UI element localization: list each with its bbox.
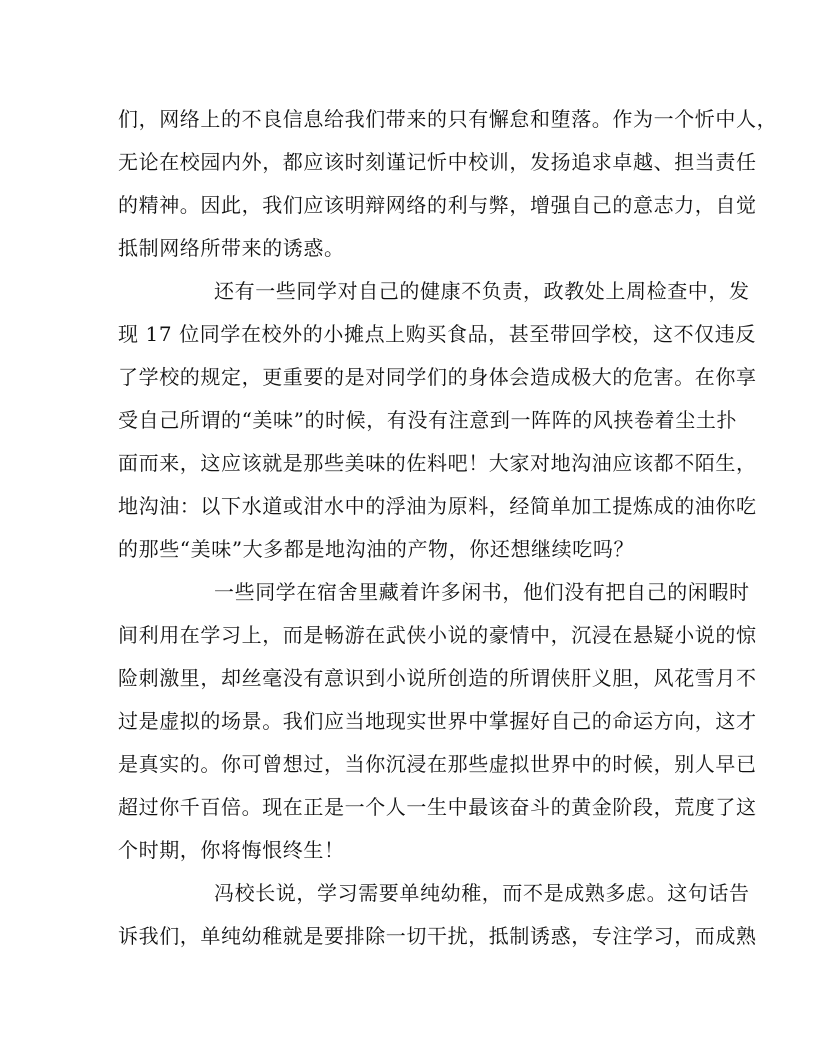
- text-line: 面而来，这应该就是那些美味的佐料吧！大家对地沟油应该都不陌生，: [118, 451, 757, 475]
- text-line: 还有一些同学对自己的健康不负责，政教处上周检查中，发: [214, 279, 750, 303]
- text-line: 了学校的规定，更重要的是对同学们的身体会造成极大的危害。在你享: [118, 365, 757, 389]
- text-line: 超过你千百倍。现在正是一个人一生中最该奋斗的黄金阶段，荒度了这: [118, 795, 757, 819]
- text-line: 们，网络上的不良信息给我们带来的只有懈怠和堕落。作为一个忻中人，: [118, 107, 778, 131]
- text-line: 的精神。因此，我们应该明辩网络的利与弊，增强自己的意志力，自觉: [118, 193, 757, 217]
- text-line: 现 17 位同学在校外的小摊点上购买食品，甚至带回学校，这不仅违反: [118, 322, 756, 346]
- text-line: 间利用在学习上，而是畅游在武侠小说的豪情中，沉浸在悬疑小说的惊: [118, 623, 757, 647]
- text-line: 的那些“美味”大多都是地沟油的产物，你还想继续吃吗？: [118, 537, 635, 561]
- text-line: 诉我们，单纯幼稚就是要排除一切干扰，抵制诱惑，专注学习，而成熟: [118, 924, 757, 948]
- text-line: 抵制网络所带来的诱惑。: [118, 236, 345, 260]
- text-line: 地沟油：以下水道或泔水中的浮油为原料，经简单加工提炼成的油你吃: [118, 494, 757, 518]
- text-line: 冯校长说，学习需要单纯幼稚，而不是成熟多虑。这句话告: [214, 881, 750, 905]
- text-line: 个时期，你将悔恨终生！: [118, 838, 345, 862]
- text-line: 是真实的。你可曾想过，当你沉浸在那些虚拟世界中的时候，别人早已: [118, 752, 757, 776]
- text-line: 一些同学在宿舍里藏着许多闲书，他们没有把自己的闲暇时: [214, 580, 750, 604]
- text-line: 过是虚拟的场景。我们应当地现实世界中掌握好自己的命运方向，这才: [118, 709, 757, 733]
- text-line: 无论在校园内外，都应该时刻谨记忻中校训，发扬追求卓越、担当责任: [118, 150, 757, 174]
- text-line: 险刺激里，却丝毫没有意识到小说所创造的所谓侠肝义胆，风花雪月不: [118, 666, 757, 690]
- text-line: 受自己所谓的“美味”的时候，有没有注意到一阵阵的风挟卷着尘土扑: [118, 408, 738, 432]
